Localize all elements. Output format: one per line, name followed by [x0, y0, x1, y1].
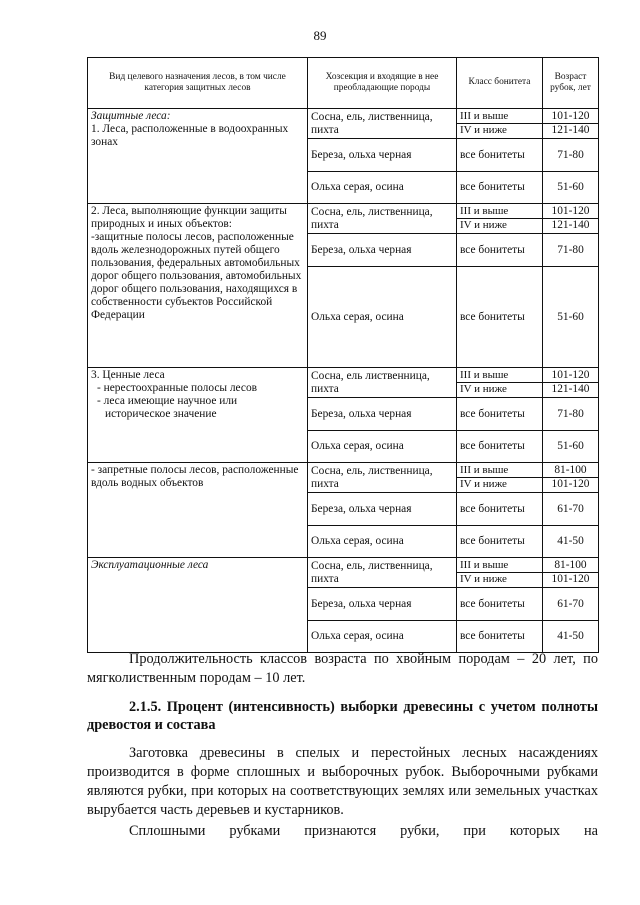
purpose-line: Защитные леса:	[91, 110, 171, 122]
class-value: III и выше	[460, 205, 509, 217]
species-cell: Береза, ольха черная	[308, 398, 457, 431]
age-cell	[543, 463, 599, 493]
class-value: III и выше	[460, 464, 509, 476]
purpose-line: 2. Леса, выполняющие функции защиты природных и иных объектов:	[91, 205, 287, 230]
purpose-cell	[88, 368, 308, 463]
species-cell: Береза, ольха черная	[308, 493, 457, 526]
class-cell	[457, 368, 543, 398]
table-header-row	[88, 58, 599, 109]
age-cell: 41-50	[543, 621, 599, 653]
age-cell: 61-70	[543, 493, 599, 526]
age-value: 101-120	[543, 572, 598, 586]
class-value: IV и ниже	[457, 382, 542, 396]
species-cell: Сосна, ель, лиственница, пихта	[308, 109, 457, 139]
species-cell: Береза, ольха черная	[308, 588, 457, 621]
species-cell: Ольха серая, осина	[308, 526, 457, 558]
age-value: 101-120	[551, 205, 590, 217]
age-value: 101-120	[551, 369, 590, 381]
purpose-line: - нерестоохранные полосы лесов	[97, 382, 258, 394]
class-cell: все бонитеты	[457, 267, 543, 368]
purpose-line: 3. Ценные леса	[91, 369, 165, 381]
class-cell	[457, 463, 543, 493]
class-value: III и выше	[460, 110, 509, 122]
class-value: III и выше	[460, 559, 509, 571]
table-row	[88, 368, 599, 398]
section-heading: 2.1.5. Процент (интенсивность) выборки древесины с учетом полноты древостоя и состава	[87, 699, 598, 733]
age-value: 101-120	[551, 110, 590, 122]
cutting-age-table	[87, 57, 599, 653]
paragraph-clear-cutting: Сплошными рубками признаются рубки, при которых на	[129, 823, 598, 839]
class-cell: все бонитеты	[457, 139, 543, 172]
age-cell: 51-60	[543, 431, 599, 463]
class-cell	[457, 109, 543, 139]
age-value: 121-140	[543, 123, 598, 137]
age-cell	[543, 109, 599, 139]
header-class: Класс бонитета	[457, 58, 543, 109]
age-cell	[543, 558, 599, 588]
age-cell: 71-80	[543, 234, 599, 267]
header-purpose: Вид целевого назначения лесов, в том числе категория защитных лесов	[88, 58, 308, 109]
class-cell: все бонитеты	[457, 234, 543, 267]
age-value: 81-100	[554, 559, 587, 571]
age-cell: 71-80	[543, 139, 599, 172]
species-cell: Ольха серая, осина	[308, 172, 457, 204]
species-cell: Береза, ольха черная	[308, 139, 457, 172]
purpose-line: - запретные полосы лесов, расположенные вдоль водных объектов	[91, 464, 299, 489]
table-row	[88, 109, 599, 139]
age-value: 81-100	[554, 464, 587, 476]
species-cell: Ольха серая, осина	[308, 621, 457, 653]
purpose-line: 1. Леса, расположенные в водоохранных зонах	[91, 123, 289, 148]
age-value: 121-140	[543, 218, 598, 232]
class-value: IV и ниже	[457, 218, 542, 232]
class-value: IV и ниже	[457, 477, 542, 491]
class-cell: все бонитеты	[457, 621, 543, 653]
species-cell: Сосна, ель, лиственница, пихта	[308, 204, 457, 234]
paragraph-harvesting: Заготовка древесины в спелых и перестойных лесных насаждениях производится в форме сплошных и выборочных рубок. Выборочными рубками являются рубки, при которых на соответствующих землях или земельных участках вырубается часть деревьев и кустарников.	[87, 745, 598, 818]
age-cell	[543, 204, 599, 234]
age-cell: 51-60	[543, 172, 599, 204]
purpose-line: историческое значение	[105, 408, 217, 420]
purpose-cell	[88, 558, 308, 653]
page-number: 89	[313, 28, 327, 43]
class-cell: все бонитеты	[457, 172, 543, 204]
paragraph-age-class-duration: Продолжительность классов возраста по хвойным породам – 20 лет, по мягколиственным породам – 10 лет.	[87, 651, 598, 686]
age-cell: 61-70	[543, 588, 599, 621]
purpose-line: -защитные полосы лесов, расположенные вдоль железнодорожных путей общего пользования, федеральных автомобильных дорог общего пользования, автомобильных дорог общего пользования, находящихся в собственности субъектов Российской Федерации	[91, 231, 302, 321]
table-row	[88, 204, 599, 234]
age-value: 101-120	[543, 477, 598, 491]
class-value: IV и ниже	[457, 123, 542, 137]
class-cell: все бонитеты	[457, 493, 543, 526]
purpose-cell	[88, 463, 308, 558]
class-cell: все бонитеты	[457, 398, 543, 431]
table-row	[88, 463, 599, 493]
purpose-cell	[88, 109, 308, 204]
species-cell: Сосна, ель, лиственница, пихта	[308, 463, 457, 493]
class-cell: все бонитеты	[457, 526, 543, 558]
species-cell: Ольха серая, осина	[308, 267, 457, 368]
purpose-line: - леса имеющие научное или	[97, 395, 238, 407]
header-age: Возраст рубок, лет	[543, 58, 599, 109]
class-value: IV и ниже	[457, 572, 542, 586]
species-cell: Ольха серая, осина	[308, 431, 457, 463]
table-row	[88, 558, 599, 588]
age-cell: 71-80	[543, 398, 599, 431]
class-cell	[457, 204, 543, 234]
class-value: III и выше	[460, 369, 509, 381]
species-cell: Береза, ольха черная	[308, 234, 457, 267]
species-cell: Сосна, ель лиственница, пихта	[308, 368, 457, 398]
age-cell	[543, 368, 599, 398]
class-cell: все бонитеты	[457, 588, 543, 621]
age-cell: 51-60	[543, 267, 599, 368]
class-cell: все бонитеты	[457, 431, 543, 463]
age-value: 121-140	[543, 382, 598, 396]
species-cell: Сосна, ель, лиственница, пихта	[308, 558, 457, 588]
purpose-cell	[88, 204, 308, 368]
purpose-line: Эксплуатационные леса	[91, 559, 209, 571]
header-section: Хозсекция и входящие в нее преобладающие породы	[308, 58, 457, 109]
age-cell: 41-50	[543, 526, 599, 558]
class-cell	[457, 558, 543, 588]
